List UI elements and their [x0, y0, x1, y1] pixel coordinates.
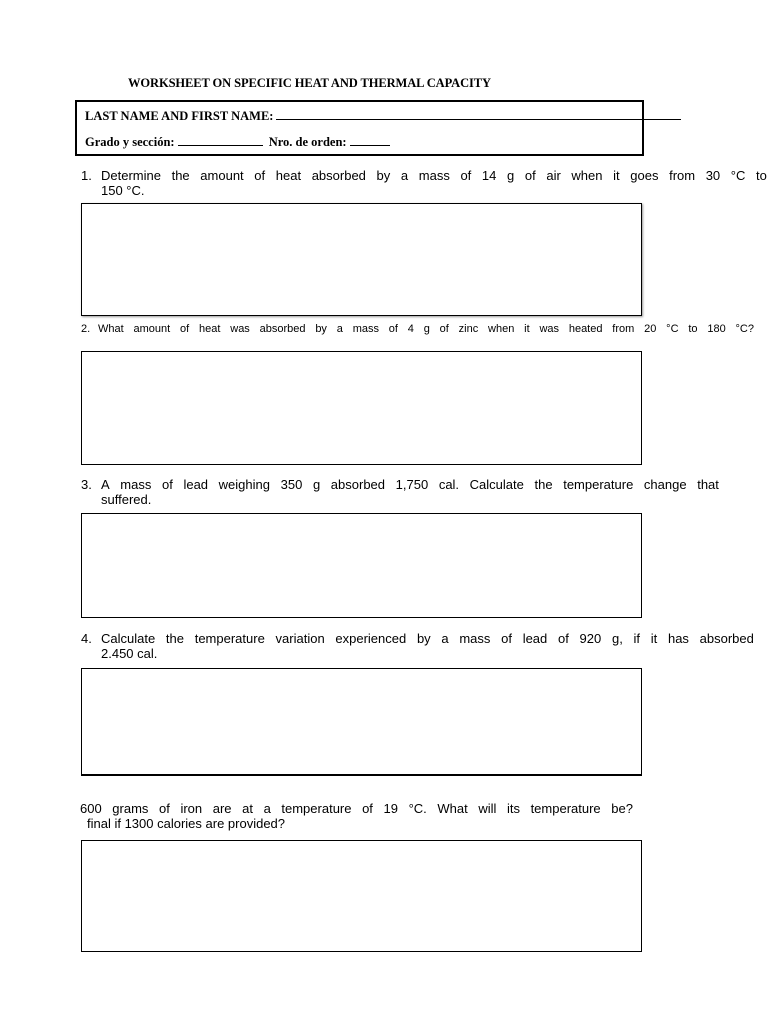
question-word: from	[669, 168, 696, 183]
name-label: LAST NAME AND FIRST NAME:	[85, 109, 274, 123]
question-word: absorbed	[311, 168, 366, 183]
question-text-line	[98, 322, 754, 337]
question-number: 2.	[81, 323, 91, 335]
question-word: What	[98, 323, 124, 335]
question-word: variation	[275, 631, 325, 646]
question-word: lead	[183, 477, 209, 492]
question-text-line	[80, 801, 633, 816]
question-word: of	[460, 168, 472, 183]
answer-box-4[interactable]	[81, 668, 642, 776]
question-word: of	[388, 323, 398, 335]
question-word: heated	[568, 323, 603, 335]
question-text-line	[101, 631, 754, 646]
question-word: to	[756, 168, 767, 183]
question-word: of	[180, 323, 190, 335]
order-field[interactable]	[350, 134, 390, 146]
question-word: Calculate	[101, 631, 156, 646]
worksheet-title: WORKSHEET ON SPECIFIC HEAT AND THERMAL CAPACITY	[128, 76, 491, 90]
question-word: A	[101, 477, 110, 492]
question-word: temperature	[563, 477, 634, 492]
question-word: iron	[180, 801, 203, 816]
grade-label: Grado y sección:	[85, 135, 175, 149]
name-field[interactable]	[276, 108, 681, 120]
question-word: mass	[120, 477, 152, 492]
question-word: grams	[112, 801, 149, 816]
grade-field[interactable]	[178, 134, 263, 146]
answer-box-5[interactable]	[81, 840, 642, 952]
question-word: at	[242, 801, 253, 816]
question-word: 14	[481, 168, 497, 183]
question-word: the	[171, 168, 190, 183]
question-word: Determine	[101, 168, 161, 183]
question-word: 4	[407, 323, 414, 335]
question-word: lead	[522, 631, 548, 646]
question-word: g,	[611, 631, 623, 646]
question-word: weighing	[218, 477, 270, 492]
order-label: Nro. de orden:	[268, 135, 347, 149]
question-word: amount	[133, 323, 171, 335]
question-word: temperature	[194, 631, 265, 646]
question-word: change	[643, 477, 687, 492]
question-word: 600	[80, 801, 102, 816]
question-word: mass	[352, 323, 379, 335]
question-word: it	[650, 631, 658, 646]
question-2	[81, 322, 754, 337]
question-word: of	[524, 168, 536, 183]
name-row	[85, 108, 681, 124]
question-word: a	[400, 168, 409, 183]
question-text-continuation: 150 °C.	[101, 183, 145, 198]
question-word: it	[524, 323, 530, 335]
question-word: heat	[275, 168, 302, 183]
question-text-continuation: 2.450 cal.	[101, 646, 158, 661]
question-word: be?	[611, 801, 633, 816]
question-word: by	[376, 168, 391, 183]
question-word: mass	[459, 631, 491, 646]
question-word: °C.	[408, 801, 427, 816]
question-word: its	[506, 801, 520, 816]
question-word: zinc	[458, 323, 479, 335]
question-word: a	[263, 801, 271, 816]
question-word: will	[478, 801, 497, 816]
question-word: of	[557, 631, 569, 646]
question-word: absorbed	[259, 323, 306, 335]
question-word: °C	[730, 168, 746, 183]
grade-row	[85, 134, 390, 150]
answer-box-3[interactable]	[81, 513, 642, 618]
question-word: absorbed	[330, 477, 386, 492]
question-word: Calculate	[469, 477, 524, 492]
question-word: heat	[199, 323, 221, 335]
question-word: from	[612, 323, 635, 335]
answer-box-2[interactable]	[81, 351, 642, 465]
question-word: What	[437, 801, 468, 816]
question-number: 4.	[81, 631, 92, 646]
question-word: by	[416, 631, 431, 646]
question-word: of	[501, 631, 512, 646]
question-word: are	[212, 801, 232, 816]
question-1	[81, 168, 767, 198]
question-text-line	[101, 168, 767, 183]
question-word: it	[613, 168, 620, 183]
question-5	[80, 801, 633, 831]
question-number: 1.	[81, 168, 92, 183]
question-word: 920	[579, 631, 602, 646]
question-3	[81, 477, 719, 507]
question-word: g	[507, 168, 515, 183]
question-word: 180	[707, 323, 726, 335]
question-word: the	[165, 631, 184, 646]
question-word: has	[667, 631, 689, 646]
question-word: was	[230, 323, 250, 335]
question-word: a	[336, 323, 343, 335]
question-text-line	[101, 477, 719, 492]
question-word: by	[315, 323, 327, 335]
question-word: mass	[418, 168, 450, 183]
question-word: 350	[280, 477, 303, 492]
question-word: cal.	[438, 477, 460, 492]
question-word: if	[633, 631, 641, 646]
question-word: was	[539, 323, 560, 335]
question-word: a	[441, 631, 449, 646]
question-word: of	[159, 801, 170, 816]
question-word: when	[571, 168, 603, 183]
question-word: air	[546, 168, 561, 183]
question-text-continuation: final if 1300 calories are provided?	[87, 816, 286, 831]
question-word: 30	[705, 168, 721, 183]
question-word: g	[423, 323, 430, 335]
question-word: g	[312, 477, 321, 492]
question-word: °C?	[735, 323, 754, 335]
question-word: of	[161, 477, 173, 492]
question-4	[81, 631, 754, 661]
question-text-continuation: suffered.	[101, 492, 152, 507]
question-word: when	[488, 323, 515, 335]
answer-box-1[interactable]	[81, 203, 642, 316]
question-word: the	[534, 477, 553, 492]
question-word: that	[697, 477, 719, 492]
question-word: temperature	[281, 801, 352, 816]
question-word: amount	[200, 168, 244, 183]
question-word: experienced	[335, 631, 407, 646]
question-word: goes	[630, 168, 659, 183]
question-word: temperature	[530, 801, 601, 816]
question-word: 19	[383, 801, 398, 816]
question-word: absorbed	[699, 631, 754, 646]
question-word: °C	[666, 323, 679, 335]
question-word: of	[362, 801, 373, 816]
question-number: 3.	[81, 477, 92, 492]
question-word: of	[439, 323, 449, 335]
question-word: 20	[644, 323, 657, 335]
question-word: to	[688, 323, 698, 335]
question-word: of	[254, 168, 266, 183]
question-word: 1,750	[395, 477, 429, 492]
